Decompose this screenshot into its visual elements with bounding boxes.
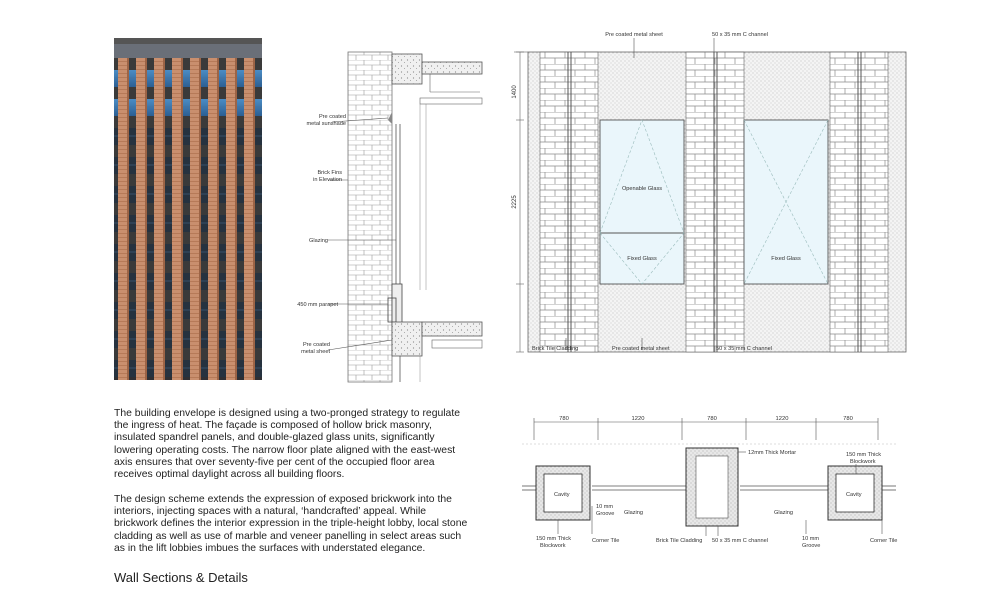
facade-fin-shadow bbox=[217, 42, 219, 380]
page-title: Wall Sections & Details bbox=[114, 570, 248, 585]
label-corner-left: Corner Tile bbox=[592, 538, 620, 544]
label-openable-glass: Openable Glass bbox=[621, 186, 663, 192]
label-block-right-1: 150 mm Thick bbox=[846, 452, 882, 458]
facade-fin-shadow bbox=[253, 42, 255, 380]
label-glazing-left: Glazing bbox=[624, 510, 643, 516]
facade-fin-shadow bbox=[163, 42, 165, 380]
label-top-channel: 50 x 35 mm C channel bbox=[712, 32, 768, 38]
dim-780-b: 780 bbox=[707, 416, 717, 422]
label-top-sheet: Pre coated metal sheet bbox=[605, 32, 663, 38]
label-parapet: 450 mm parapet bbox=[297, 302, 338, 308]
label-channel: 50 x 35 mm C channel bbox=[712, 538, 768, 544]
label-fins-1: Brick Fins bbox=[317, 170, 342, 176]
label-fixed-glass-right: Fixed Glass bbox=[771, 256, 801, 262]
label-corner-right: Corner Tile bbox=[870, 538, 898, 544]
dim-780-a: 780 bbox=[559, 416, 569, 422]
label-block-right-2: Blockwork bbox=[850, 459, 876, 465]
facade-brick-fin bbox=[190, 42, 199, 380]
facade-fin-shadow bbox=[235, 42, 237, 380]
label-brick-tile-cladding: Brick Tile Cladding bbox=[532, 346, 579, 352]
label-sheet-1: Pre coated bbox=[302, 342, 330, 348]
label-block-left-2: Blockwork bbox=[540, 543, 566, 549]
label-groove-left-2: Groove bbox=[596, 511, 615, 517]
label-glazing-right: Glazing bbox=[774, 510, 793, 516]
label-glazing: Glazing bbox=[309, 238, 328, 244]
facade-brick-fin bbox=[154, 42, 163, 380]
label-groove-left-1: 10 mm bbox=[596, 504, 614, 510]
label-cladding: Brick Tile Cladding bbox=[656, 538, 703, 544]
label-groove-right-1: 10 mm bbox=[802, 536, 820, 542]
facade-render bbox=[114, 38, 262, 380]
label-sheet-2: metal sheet bbox=[301, 349, 330, 355]
label-mortar: 12mm Thick Mortar bbox=[748, 450, 797, 456]
dim-2225: 2225 bbox=[512, 195, 518, 209]
facade-fin-shadow bbox=[127, 42, 129, 380]
dim-1400: 1400 bbox=[512, 85, 518, 99]
facade-fin-shadow bbox=[199, 42, 201, 380]
label-cavity-left: Cavity bbox=[554, 492, 570, 498]
description-paragraph-1: The building envelope is designed using a two-pronged strategy to regulate the ingress of heat. The façade is composed of hollow brick masonry, insulated spandrel panels, and double-glazed glass units, significantly lowering operating costs. The narrow floor plate aligned with the east-west axis ensures that over seventy-five per cent of the occupied floor area receives optimal daylight across all building floors. bbox=[114, 408, 461, 481]
facade-brick-fin bbox=[226, 42, 235, 380]
facade-brick-fin bbox=[136, 42, 145, 380]
label-sunshade-1: Pre coated bbox=[318, 114, 346, 120]
dim-780-c: 780 bbox=[843, 416, 853, 422]
plan-detail-drawing bbox=[506, 410, 910, 558]
label-block-left-1: 150 mm Thick bbox=[536, 536, 572, 542]
wall-section-drawing bbox=[280, 40, 490, 385]
description-paragraph-2: The design scheme extends the expression of exposed brickwork into the interiors, injecting spaces with a natural, ‘handcrafted’ appeal. While brickwork defines the interior expression in the triple-height lobby, local stone cladding as well as use of marble and veneer panelling in select areas such as in the lift lobbies imbues the surfaces with understated elegance. bbox=[114, 494, 468, 554]
label-bottom-channel: 50 x 35 mm C channel bbox=[716, 346, 772, 352]
dim-1220-a: 1220 bbox=[631, 416, 645, 422]
facade-brick-fin bbox=[118, 42, 127, 380]
facade-brick-fin bbox=[208, 42, 217, 380]
facade-fin-shadow bbox=[181, 42, 183, 380]
label-sunshade-2: metal sunshade bbox=[306, 121, 346, 127]
facade-fin-shadow bbox=[145, 42, 147, 380]
facade-brick-fin bbox=[244, 42, 253, 380]
label-fins-2: in Elevation bbox=[313, 177, 342, 183]
facade-brick-fin bbox=[172, 42, 181, 380]
label-cavity-right: Cavity bbox=[846, 492, 862, 498]
dim-1220-b: 1220 bbox=[775, 416, 789, 422]
facade-elevation-drawing bbox=[500, 28, 910, 358]
label-bottom-sheet: Pre coated metal sheet bbox=[612, 346, 670, 352]
label-groove-right-2: Groove bbox=[802, 543, 821, 549]
label-fixed-glass-left: Fixed Glass bbox=[627, 256, 657, 262]
